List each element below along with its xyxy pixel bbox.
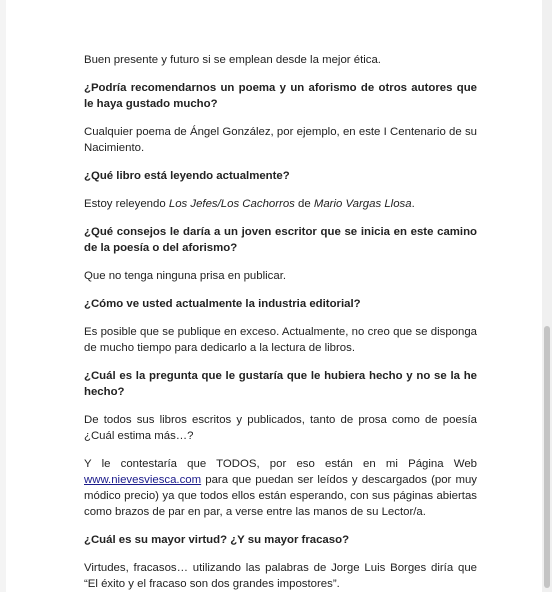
answer-website bbox=[84, 456, 477, 520]
answer-current-book bbox=[84, 196, 477, 212]
answer-virtue: Virtudes, fracasos… utilizando las palabras de Jorge Luis Borges diría que “El éxito y el fracaso son dos grandes impostores”. bbox=[84, 562, 477, 590]
document-page bbox=[6, 0, 543, 592]
vertical-scrollbar[interactable] bbox=[542, 0, 552, 592]
answer-website-before: Y le contestaría que TODOS, por eso están en mi Página Web bbox=[84, 458, 477, 470]
question-recommendation: ¿Podría recomendarnos un poema y un aforismo de otros autores que le haya gustado mucho? bbox=[84, 82, 477, 110]
answer-current-book-prefix: Estoy releyendo bbox=[84, 198, 169, 210]
question-advice: ¿Qué consejos le daría a un joven escritor que se inicia en este camino de la poesía o del aforismo? bbox=[84, 226, 477, 254]
paragraph-ethics: Buen presente y futuro si se emplean desde la mejor ética. bbox=[84, 54, 381, 66]
page-content bbox=[84, 52, 477, 604]
scrollbar-thumb[interactable] bbox=[544, 326, 550, 588]
question-virtue: ¿Cuál es su mayor virtud? ¿Y su mayor fracaso? bbox=[84, 534, 350, 546]
answer-current-book-suffix: . bbox=[411, 198, 415, 210]
question-publishing: ¿Cómo ve usted actualmente la industria editorial? bbox=[84, 298, 361, 310]
book-title: Los Jefes/Los Cachorros bbox=[168, 198, 295, 210]
question-wish: ¿Cuál es la pregunta que le gustaría que le hubiera hecho y no se la he hecho? bbox=[84, 370, 477, 398]
book-author: Mario Vargas Llosa bbox=[313, 198, 412, 210]
answer-recommendation: Cualquier poema de Ángel González, por ejemplo, en este I Centenario de su Nacimiento. bbox=[84, 126, 477, 154]
answer-wish: De todos sus libros escritos y publicados, tanto de prosa como de poesía ¿Cuál estima más…? bbox=[84, 414, 477, 442]
question-current-book: ¿Qué libro está leyendo actualmente? bbox=[84, 170, 290, 182]
answer-website-after: para que puedan ser leídos y descargados (por muy módico precio) ya que todos ellos están esperando, con sus páginas abiertas como brazos de par en par, a verse entre las manos de su Lector/a. bbox=[84, 474, 477, 518]
answer-publishing: Es posible que se publique en exceso. Actualmente, no creo que se disponga de mucho tiempo para dedicarlo a la lectura de libros. bbox=[84, 326, 477, 354]
website-link[interactable]: www.nievesviesca.com bbox=[84, 474, 202, 486]
answer-current-book-middle: de bbox=[294, 198, 314, 210]
answer-advice: Que no tenga ninguna prisa en publicar. bbox=[84, 270, 287, 282]
